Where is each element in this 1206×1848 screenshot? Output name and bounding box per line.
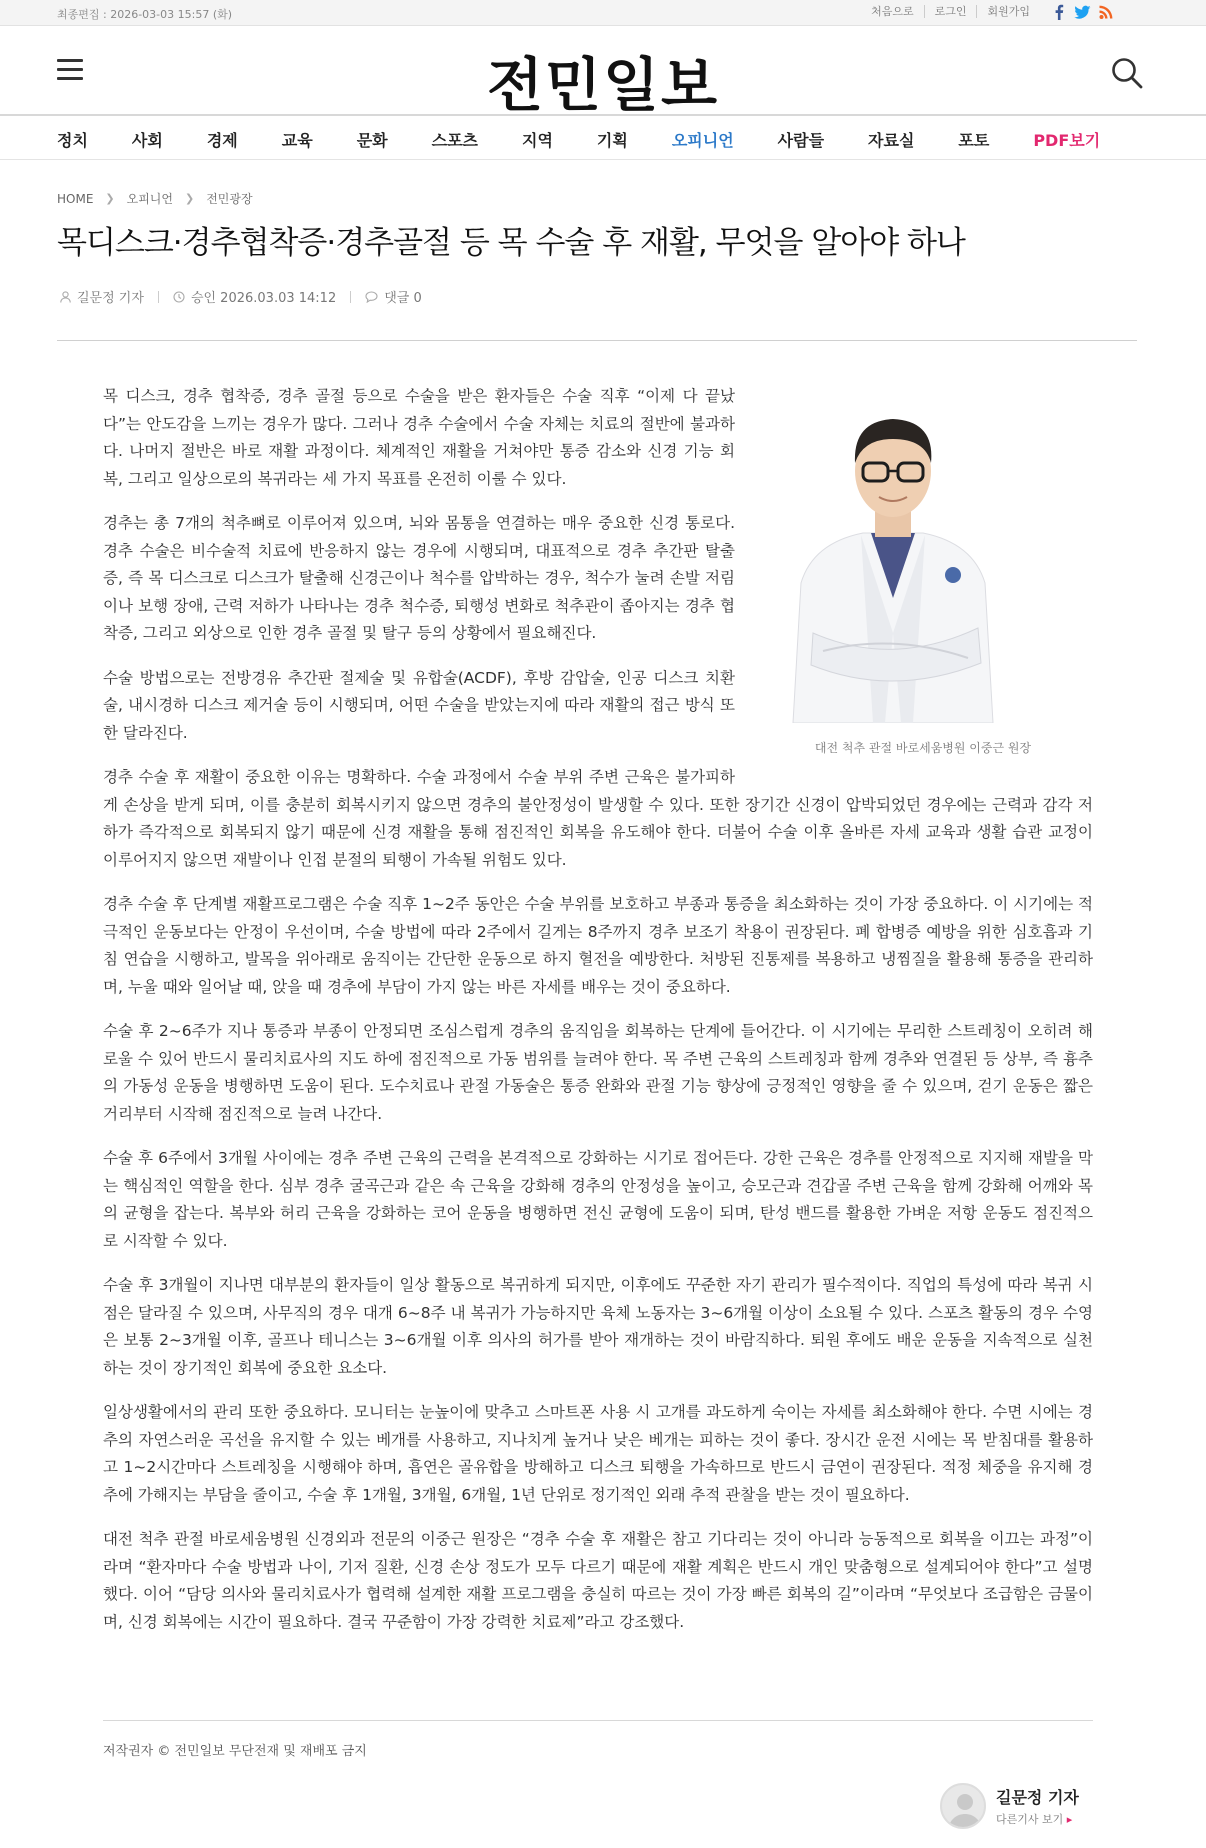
breadcrumb-section[interactable]: 오피니언 [126, 192, 173, 206]
article-figure [753, 383, 1093, 756]
comment-count[interactable]: 댓글 0 [384, 291, 422, 306]
chevron-right-icon: ❯ [105, 192, 115, 205]
more-articles-label: 다른기사 보기 [996, 1813, 1064, 1826]
search-icon[interactable] [1110, 56, 1144, 90]
article-paragraph: 일상생활에서의 관리 또한 중요하다. 모니터는 눈높이에 맞추고 스마트폰 사용 시 고개를 과도하게 숙이는 자세를 최소화해야 한다. 수면 시에는 경추의 자연스러운 곡선을 유지할 수 있는 베개를 사용하고, 지나치게 높거나 낮은 베개는 피하는 것이 좋다. 장시간 운전 시에는 목 받침대를 활용하고 1~2시간마다 스트레칭을 시행해야 하며, 흡연은 골유합을 방해하고 디스크 퇴행을 가속하므로 반드시 금연이 권장된다. 적정 체중을 유지해 경추에 가해지는 부담을 줄이고, 수술 후 1개월, 3개월, 6개월, 1년 단위로 정기적인 외래 추적 관찰을 받는 것이 필요하다. [103, 1403, 1093, 1504]
article-meta [60, 287, 422, 306]
nav-item-opinion[interactable]: 오피니언 [671, 131, 734, 150]
article-paragraph: 수술 후 6주에서 3개월 사이에는 경추 주변 근육의 근력을 본격적으로 강화하는 시기로 접어든다. 강한 근육은 경추를 안정적으로 지지해 재발을 막는 핵심적인 역할을 한다. 심부 경추 굴곡근과 같은 속 근육을 강화해 경추의 안정성을 높이고, 승모근과 견갑골 주변 근육을 함께 강화해 어깨와 목의 균형을 잡는다. 복부와 허리 근육을 강화하는 코어 운동을 병행하면 전신 균형에 도움이 되며, 탄성 밴드를 활용한 가벼운 저항 운동도 점진적으로 시작할 수 있다. [103, 1149, 1093, 1250]
copyright-divider [103, 1720, 1093, 1721]
article-paragraph: 수술 방법으로는 전방경유 추간판 절제술 및 유합술(ACDF), 후방 감압술, 인공 디스크 치환술, 내시경하 디스크 제거술 등이 시행되며, 어떤 수술을 받았는지에 따라 재활의 접근 방식 또한 달라진다. [103, 668, 735, 742]
nav-item-people[interactable]: 사람들 [777, 131, 825, 150]
copyright-notice: 저작권자 © 전민일보 무단전재 및 재배포 금지 [103, 1744, 367, 1759]
clock-icon [173, 291, 185, 303]
nav-item-photo[interactable]: 포토 [958, 131, 990, 150]
social-links [1052, 4, 1114, 20]
reporter-name[interactable]: 길문정 기자 [996, 1788, 1079, 1807]
breadcrumb [57, 190, 253, 207]
twitter-icon[interactable] [1074, 4, 1091, 20]
rss-icon[interactable] [1099, 4, 1114, 20]
nav-item-culture[interactable]: 문화 [356, 131, 388, 150]
nav-item-sports[interactable]: 스포츠 [431, 131, 478, 150]
more-articles-link[interactable] [996, 1811, 1079, 1827]
breadcrumb-subsection[interactable]: 전민광장 [206, 192, 253, 206]
article-paragraph: 경추는 총 7개의 척추뼈로 이루어져 있으며, 뇌와 몸통을 연결하는 매우 중요한 신경 통로다. 경추 수술은 비수술적 치료에 반응하지 않는 경우에 시행되며, 대표적으로 경추 추간판 탈출증, 즉 목 디스크로 디스크가 탈출해 신경근이나 척수를 압박하는 경우, 척수가 눌려 손발 저림이나 보행 장애, 근력 저하가 나타나는 경추 척수증, 퇴행성 변화로 척추관이 좁아지는 경추 협착증, 그리고 외상으로 인한 경추 골절 및 탈구 등의 상황에서 필요해진다. [103, 514, 735, 642]
nav-item-society[interactable]: 사회 [131, 131, 163, 150]
article-paragraph: 수술 후 2~6주가 지나 통증과 부종이 안정되면 조심스럽게 경추의 움직임을 회복하는 단계에 들어간다. 이 시기에는 무리한 스트레칭이 오히려 해로울 수 있어 반드시 물리치료사의 지도 하에 점진적으로 가동 범위를 늘려야 한다. 목 주변 근육의 스트레칭과 함께 경추와 연결된 등 상부, 즉 흉추의 가동성 운동을 병행하면 도움이 된다. 도수치료나 관절 가동술은 통증 완화와 관절 기능 향상에 긍정적인 영향을 줄 수 있으며, 걷기 운동은 짧은 거리부터 시작해 점진적으로 늘려 나간다. [103, 1022, 1093, 1123]
top-utility-bar [0, 0, 1206, 26]
article-paragraph: 경추 수술 후 단계별 재활프로그램은 수술 직후 1~2주 동안은 수술 부위를 보호하고 부종과 통증을 최소화하는 것이 가장 중요하다. 이 시기에는 적극적인 운동보다는 안정이 우선이며, 수술 방법에 따라 2주에서 길게는 8주까지 경추 보조기 착용이 권장된다. 폐 합병증 예방을 위한 심호흡과 기침 연습을 시행하고, 발목을 위아래로 움직이는 간단한 운동으로 하지 혈전을 예방한다. 처방된 진통제를 복용하고 냉찜질을 활용해 통증을 관리하며, 누울 때와 일어날 때, 앉을 때 경추에 부담이 가지 않는 바른 자세를 배우는 것이 중요하다. [103, 895, 1093, 996]
caret-right-icon: ▸ [1066, 1813, 1073, 1826]
reporter-byline[interactable] [940, 1783, 1079, 1829]
article-title: 목디스크·경추협착증·경추골절 등 목 수술 후 재활, 무엇을 알아야 하나 [57, 225, 965, 261]
last-edited-time: 최종편집 : 2026-03-03 15:57 (화) [57, 8, 233, 21]
nav-item-planning[interactable]: 기획 [596, 131, 628, 150]
chevron-right-icon: ❯ [185, 192, 195, 205]
nav-item-politics[interactable]: 정치 [57, 131, 88, 150]
breadcrumb-home[interactable]: HOME [57, 191, 94, 206]
doctor-photo[interactable] [753, 383, 1033, 723]
author-name[interactable]: 길문정 기자 [77, 291, 144, 306]
comment-icon [365, 291, 378, 303]
nav-item-pdf[interactable]: PDF보기 [1033, 131, 1101, 150]
nav-item-archive[interactable]: 자료실 [868, 131, 915, 150]
home-link[interactable]: 처음으로 [871, 5, 914, 18]
login-link[interactable]: 로그인 [924, 5, 977, 18]
article-paragraph: 경추 수술 후 재활이 중요한 이유는 명확하다. 수술 과정에서 수술 부위 주변 근육은 불가피하게 손상을 받게 되며, 이를 충분히 회복시키지 않으면 경추의 불안정성이 발생할 수 있다. 또한 장기간 신경이 압박되었던 경우에는 근력과 감각 저하가 즉각적으로 회복되지 않기 때문에 신경 재활을 통해 점진적인 회복을 유도해야 한다. 더불어 수술 이후 올바른 자세 교육과 생활 습관 교정이 이루어지지 않으면 재발이나 인접 분절의 퇴행이 가속될 위험도 있다. [103, 768, 1093, 869]
utility-links [861, 5, 1040, 18]
main-nav [0, 116, 1206, 160]
user-icon [942, 1785, 986, 1829]
article-body [103, 383, 1093, 1653]
site-logo[interactable]: 전민일보 [486, 51, 720, 119]
signup-link[interactable]: 회원가입 [976, 5, 1040, 18]
avatar[interactable] [940, 1783, 986, 1829]
facebook-icon[interactable] [1052, 4, 1066, 20]
article-paragraph: 대전 척추 관절 바로세움병원 신경외과 전문의 이중근 원장은 “경추 수술 후 재활은 참고 기다리는 것이 아니라 능동적으로 회복을 이끄는 과정”이라며 “환자마다 수술 방법과 나이, 기저 질환, 신경 손상 정도가 모두 다르기 때문에 재활 계획은 반드시 개인 맞춤형으로 설계되어야 한다”고 설명했다. 이어 “담당 의사와 물리치료사가 협력해 설계한 재활 프로그램을 충실히 따르는 것이 가장 빠른 회복의 길”이라며 “무엇보다 조급함은 금물이며, 신경 회복에는 시간이 필요하다. 결국 꾸준함이 가장 강력한 치료제”라고 강조했다. [103, 1530, 1093, 1631]
photo-caption: 대전 척추 관절 바로세움병원 이중근 원장 [814, 741, 1032, 755]
nav-item-economy[interactable]: 경제 [206, 131, 238, 150]
masthead [0, 26, 1206, 119]
nav-item-education[interactable]: 교육 [281, 131, 313, 150]
nav-item-region[interactable]: 지역 [521, 131, 553, 150]
article-paragraph: 수술 후 3개월이 지나면 대부분의 환자들이 일상 활동으로 복귀하게 되지만, 이후에도 꾸준한 자기 관리가 필수적이다. 직업의 특성에 따라 복귀 시점은 달라질 수 있으며, 사무직의 경우 대개 6~8주 내 복귀가 가능하지만 육체 노동자는 3~6개월 이상이 소요될 수 있다. 스포츠 활동의 경우 수영은 보통 2~3개월 이후, 골프나 테니스는 3~6개월 이후 의사의 허가를 받아 재개하는 것이 바람직하다. 퇴원 후에도 배운 운동을 지속적으로 실천하는 것이 장기적인 회복에 중요한 요소다. [103, 1276, 1093, 1377]
article-paragraph: 목 디스크, 경추 협착증, 경추 골절 등으로 수술을 받은 환자들은 수술 직후 “이제 다 끝났다”는 안도감을 느끼는 경우가 많다. 그러나 경추 수술에서 수술 자체는 치료의 절반에 불과하다. 나머지 절반은 바로 재활 과정이다. 체계적인 재활을 거쳐야만 통증 감소와 신경 기능 회복, 그리고 일상으로의 복귀라는 세 가지 목표를 온전히 이룰 수 있다. [103, 387, 735, 488]
approved-time: 승인 2026.03.03 14:12 [190, 291, 337, 306]
title-divider [57, 340, 1137, 341]
user-icon [60, 291, 71, 303]
